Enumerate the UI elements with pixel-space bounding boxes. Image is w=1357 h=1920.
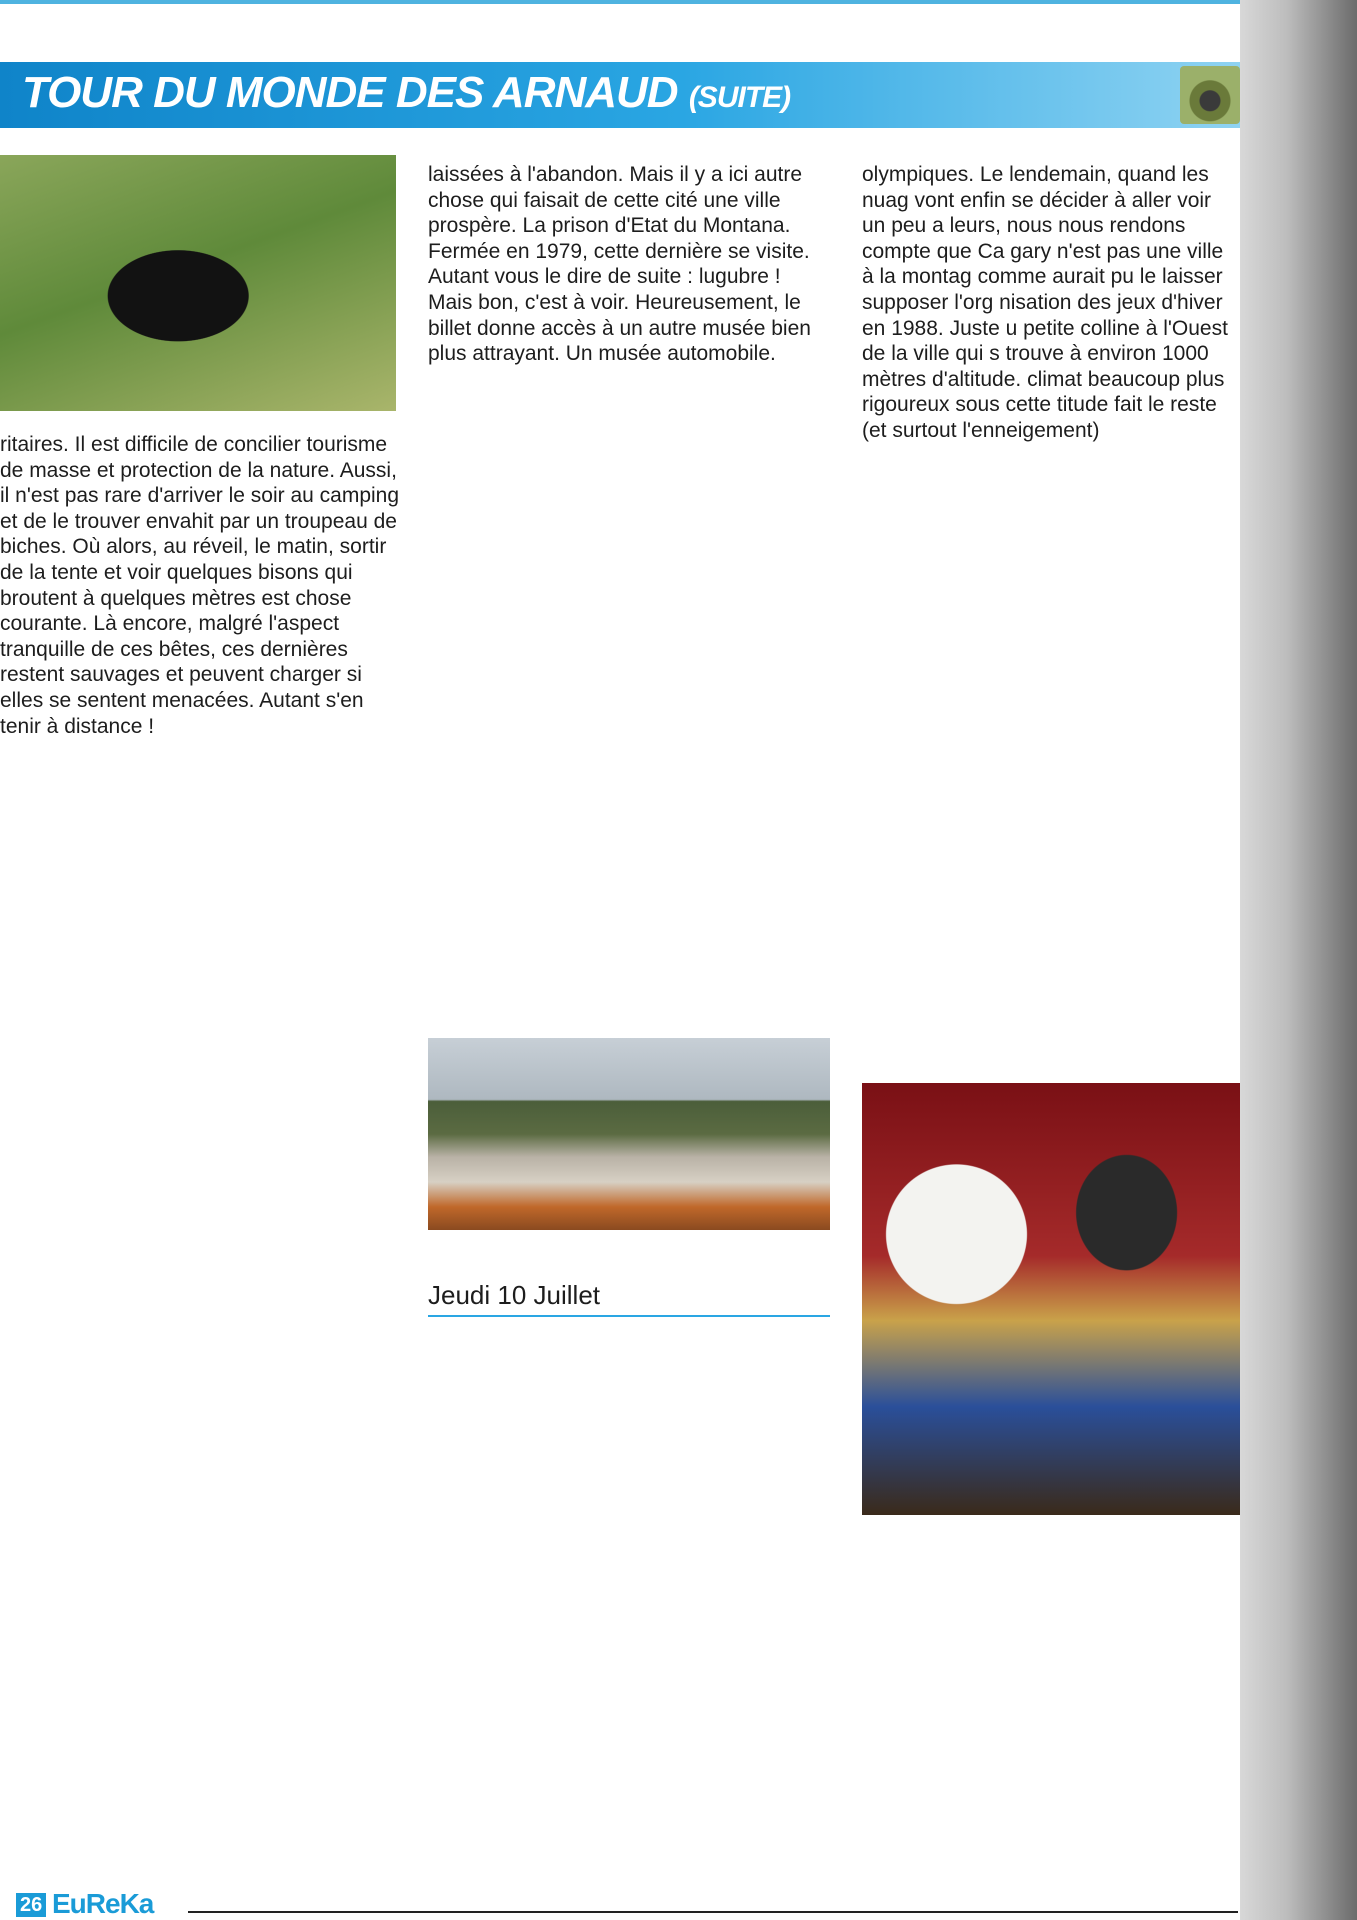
page-number: 26 (16, 1893, 46, 1917)
page-header (0, 62, 1240, 128)
native-headdress-parade-photo (862, 1083, 1240, 1515)
black-bear-photo (0, 155, 396, 411)
page-title (22, 68, 790, 118)
paragraph: ritaires. Il est difficile de concilier tourisme de masse et protection de la nature. Aussi, il n'est pas rare d'arriver le soir au camping et de le trouver envahit par un troupeau de biches. Où alors, au réveil, le matin, sortir de la tente et voir quelques bisons qui broutent à quelques mètres est chose courante. Là encore, malgré l'aspect tranquille de ces bêtes, ces dernières restent sauvages et peuvent charger si elles se sentent menacées. Autant s'en tenir à distance ! (0, 433, 400, 738)
page-binding-shadow (1240, 0, 1357, 1920)
top-rule (0, 0, 1240, 4)
paragraph: laissées à l'abandon. Mais il y a ici autre chose qui faisait de cette cité une ville prospère. La prison d'Etat du Montana. Fermée en 1979, cette dernière se visite. Autant vous le dire de suite : lugubre ! Mais bon, c'est à voir. Heureusement, le billet donne accès à un autre musée bien plus attrayant. Un musée automobile. (428, 163, 811, 366)
magazine-logo: EuReKa (52, 1888, 154, 1919)
article-column-1 (0, 432, 400, 764)
paragraph: olympiques. Le lendemain, quand les nuag vont enfin se décider à aller voir un peu a leurs, nous nous rendons compte que Ca gary n'est pas une ville à la montag comme aurait pu le laisser supposer l'org nisation des jeux d'hiver en 1988. Juste u petite colline à l'Ouest de la ville qui s trouve à environ 1000 mètres d'altitude. climat beaucoup plus rigoureux sous cette titude fait le reste (et surtout l'enneigement) (862, 163, 1228, 442)
article-column-3 (862, 162, 1240, 469)
geyser-basin-photo (428, 1038, 830, 1230)
page-title-main: TOUR DU MONDE DES ARNAUD (22, 68, 678, 117)
header-motorcycle-image (1180, 66, 1240, 124)
section-heading: Jeudi 10 Juillet (428, 1280, 830, 1317)
article-column-2 (428, 162, 830, 392)
page-title-suffix: (SUITE) (688, 81, 791, 114)
footer-rule (188, 1911, 1238, 1913)
